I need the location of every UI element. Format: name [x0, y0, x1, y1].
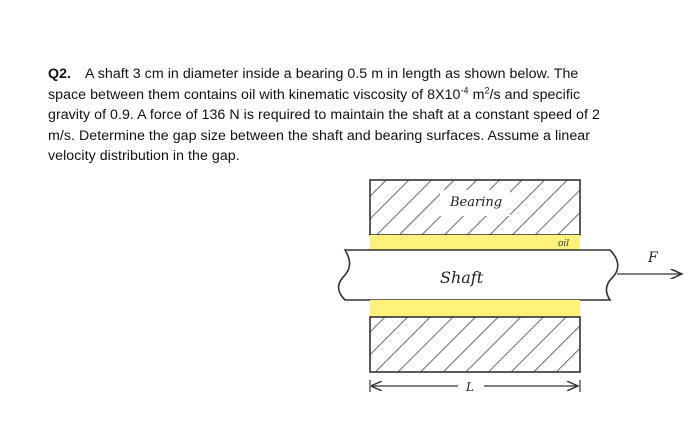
question-number: Q2.: [48, 66, 72, 82]
upper-bearing: [370, 180, 580, 235]
oil-layer-top: [370, 235, 580, 250]
length-dimension: [370, 380, 580, 394]
question-line-4: m/s. Determine the gap size between the shaft and bearing surfaces. Assume a linear: [48, 127, 590, 144]
shaft: [339, 250, 618, 300]
exponent-minus-4: -4: [460, 84, 469, 95]
question-line-1-text: A shaft 3 cm in diameter inside a bearing 0.5 m in length as shown below. The: [85, 66, 579, 82]
question-line-2-part-a: space between them contains oil with kinematic viscosity of 8X10: [48, 86, 461, 103]
shaft-label: Shaft: [440, 268, 484, 287]
question-line-5: velocity distribution in the gap.: [48, 148, 240, 164]
lower-bearing: [370, 317, 580, 372]
question-line-2-part-b: m: [468, 86, 485, 103]
bearing-label: Bearing: [450, 195, 503, 210]
force-label: F: [648, 250, 658, 266]
question-line-2-part-c: /s and specific: [489, 86, 581, 103]
oil-layer-bottom: [370, 300, 580, 317]
oil-label: oil: [558, 239, 570, 249]
length-label: L: [466, 380, 474, 394]
exponent-2: 2: [484, 84, 490, 95]
question-line-3: gravity of 0.9. A force of 136 N is required to maintain the shaft at a constant speed of 2: [48, 107, 600, 123]
